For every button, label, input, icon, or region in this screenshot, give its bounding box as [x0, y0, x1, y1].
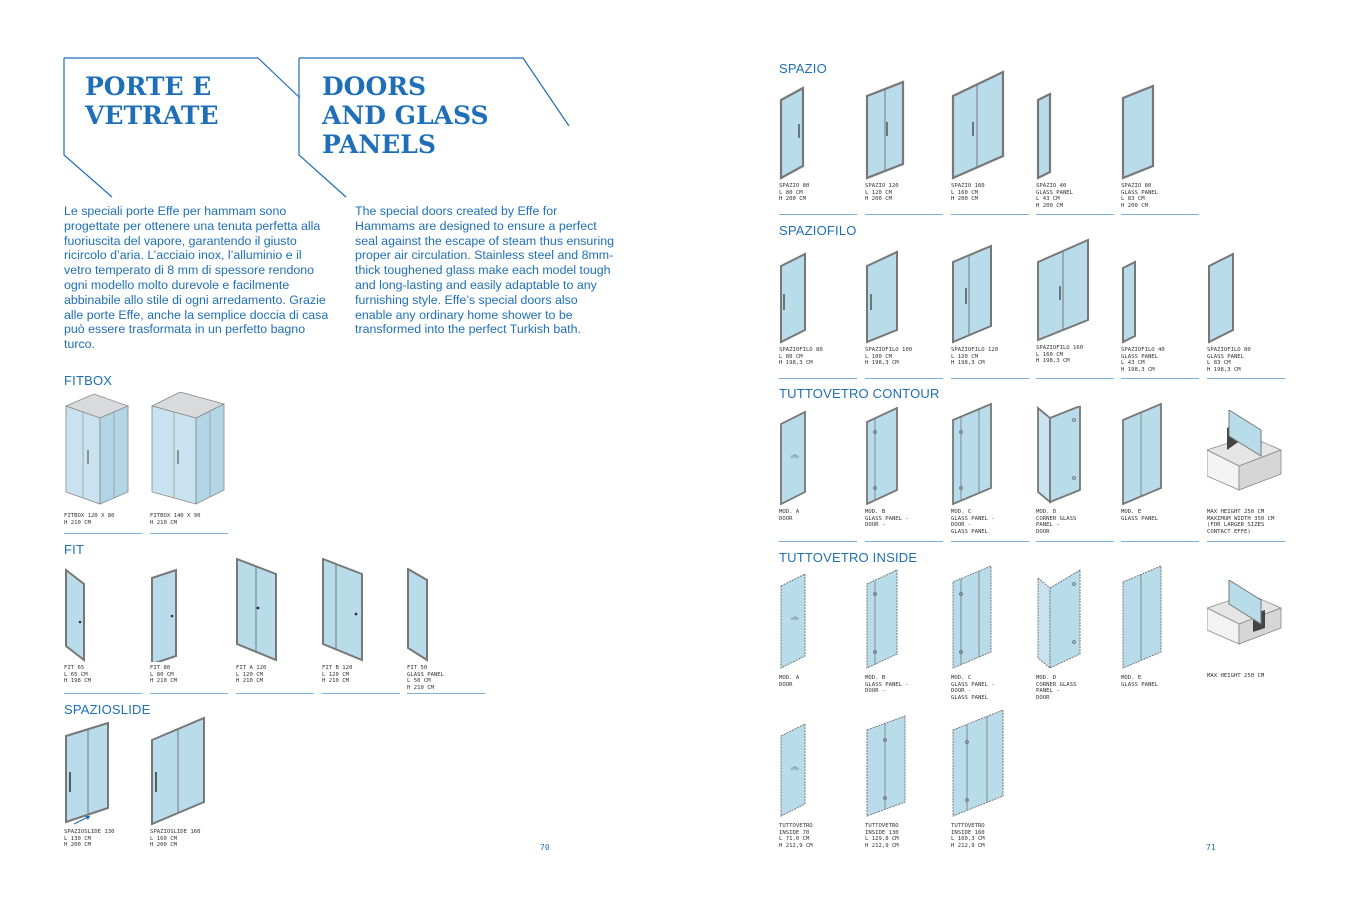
svg-text:effe: effe	[791, 766, 799, 771]
product-label: FIT 80 L 80 CM H 210 CM	[150, 665, 177, 685]
door-illustration	[865, 568, 905, 672]
product-label: TUTTOVETRO INSIDE 70 L 71,0 CM H 212,9 CM	[779, 823, 813, 850]
product-spazio-40-glass-panel	[1036, 92, 1116, 210]
divider	[951, 214, 1029, 215]
door-illustration	[64, 566, 124, 662]
product-label: FITBOX 140 X 90 H 210 CM	[150, 513, 201, 526]
product-label: SPAZIO 160 L 160 CM H 200 CM	[951, 183, 985, 203]
door-illustration	[865, 250, 905, 344]
glass-panel-illustration	[1121, 402, 1165, 506]
product-label: SPAZIOSLIDE 130 L 130 CM H 200 CM	[64, 829, 115, 849]
product-label: MOD. C GLASS PANEL - DOOR - GLASS PANEL	[951, 509, 995, 536]
intro-english: The special doors created by Effe for Hammams are designed to ensure a perfect seal against the escape of steam thus ensuring proper air circulation. Stainless steel and 8mm-thick toughened glass make each model tough and long-lasting and easily adaptable to any furnishing style. Effe’s special doors also enable any ordinary home shower to be transformed into the perfect Turkish bath.	[355, 204, 614, 337]
page-number-right: 71	[1206, 843, 1216, 852]
divider	[1036, 378, 1114, 379]
product-inside-mod-c	[951, 564, 1031, 702]
door-illustration	[951, 564, 995, 672]
door-illustration	[951, 708, 1007, 820]
divider	[865, 541, 943, 542]
door-illustration	[951, 244, 1001, 344]
door-illustration	[951, 70, 1011, 180]
product-contour-mod-e	[1121, 402, 1201, 522]
product-spazioslide-160	[150, 716, 230, 849]
door-illustration	[865, 406, 905, 506]
divider	[1121, 214, 1199, 215]
section-heading-tuttovetro-contour: TUTTOVETRO CONTOUR	[779, 386, 940, 401]
product-fit-65	[64, 566, 144, 685]
glass-panel-illustration	[407, 568, 447, 662]
product-tuttovetro-inside-160	[951, 708, 1031, 850]
divider	[150, 533, 228, 534]
product-label: SPAZIOFILO 160 L 160 CM H 198,3 CM	[1036, 345, 1084, 365]
product-inside-detail	[1207, 580, 1287, 680]
product-spaziofilo-100	[865, 250, 945, 367]
product-spaziofilo-160	[1036, 238, 1116, 365]
door-illustration	[322, 558, 382, 662]
intro-italian: Le speciali porte Effe per hammam sono progettate per ottenere una tenuta perfetta alla fuoriuscita del vapore, garantendo il giusto ricircolo d’aria. L’acciaio inox, l’alluminio e il vetro temperato di 8 mm di spessore rendono ogni modello molto durevole e facilmente abbinabile allo stile di ogni arredamento. Grazie alle porte Effe, anche la semplice doccia di casa può essere trasformata in un perfetto bagno turco.	[64, 204, 329, 352]
product-label: TUTTOVETRO INSIDE 160 L 160,3 CM H 212,9 CM	[951, 823, 985, 850]
product-spazioslide-130	[64, 722, 144, 849]
profile-section-illustration	[1207, 410, 1287, 506]
product-inside-mod-a	[779, 572, 859, 688]
product-label: SPAZIOFILO 120 L 120 CM H 198,3 CM	[951, 347, 999, 367]
product-tuttovetro-inside-130	[865, 714, 945, 850]
page-number-left: 70	[540, 843, 550, 852]
product-spaziofilo-80-glass-panel	[1207, 252, 1287, 374]
product-label: SPAZIOSLIDE 160 L 160 CM H 200 CM	[150, 829, 201, 849]
product-spazio-160	[951, 70, 1031, 203]
product-fit-80	[150, 566, 230, 685]
divider	[322, 693, 400, 694]
door-illustration	[1036, 238, 1096, 342]
product-label: MOD. E GLASS PANEL	[1121, 509, 1159, 522]
product-contour-mod-b	[865, 406, 945, 529]
product-label: FIT 50 GLASS PANEL L 50 CM H 210 CM	[407, 665, 445, 692]
product-fit-b-120	[322, 558, 402, 685]
divider	[64, 533, 142, 534]
fitbox-illustration	[64, 392, 130, 510]
door-illustration	[779, 722, 819, 820]
product-inside-mod-d	[1036, 568, 1116, 702]
product-label: FIT A 120 L 120 CM H 210 CM	[236, 665, 267, 685]
product-label: FITBOX 120 X 80 H 210 CM	[64, 513, 115, 526]
glass-panel-illustration	[1121, 260, 1151, 344]
product-label: SPAZIO 40 GLASS PANEL L 43 CM H 200 CM	[1036, 183, 1074, 210]
product-spaziofilo-120	[951, 244, 1031, 367]
product-fitbox-120	[64, 392, 144, 526]
product-fit-50	[407, 568, 487, 692]
product-label: MOD. A DOOR	[779, 509, 800, 522]
product-label: MOD. B GLASS PANEL - DOOR -	[865, 509, 909, 529]
product-label: MOD. A DOOR	[779, 675, 800, 688]
corner-door-illustration	[1036, 406, 1086, 506]
divider	[1207, 541, 1285, 542]
product-contour-mod-a	[779, 410, 859, 522]
door-illustration	[150, 566, 210, 662]
product-spazio-80	[779, 86, 859, 203]
door-illustration	[865, 80, 915, 180]
svg-text:effe: effe	[791, 454, 799, 459]
product-label: MOD. B GLASS PANEL - DOOR -	[865, 675, 909, 695]
profile-section-illustration	[1207, 580, 1287, 670]
door-illustration	[779, 410, 819, 506]
product-label: SPAZIOFILO 100 L 100 CM H 198,3 CM	[865, 347, 913, 367]
divider	[865, 378, 943, 379]
product-label: TUTTOVETRO INSIDE 130 L 129,8 CM H 212,9 CM	[865, 823, 899, 850]
door-illustration	[779, 572, 819, 672]
product-label: MAX HEIGHT 250 CM MAXIMUM WIDTH 350 CM (FOR LARGER SIZES CONTACT EFFE)	[1207, 509, 1275, 536]
corner-door-illustration	[1036, 568, 1086, 672]
product-label: MAX HEIGHT 250 CM	[1207, 673, 1265, 679]
door-illustration	[865, 714, 909, 820]
glass-panel-illustration	[1207, 252, 1247, 344]
glass-panel-illustration	[1121, 84, 1161, 180]
fitbox-illustration	[150, 392, 226, 510]
product-spaziofilo-40-glass-panel	[1121, 260, 1201, 374]
divider	[150, 693, 228, 694]
divider	[407, 693, 485, 694]
divider	[779, 378, 857, 379]
product-tuttovetro-inside-70	[779, 722, 859, 850]
sliding-door-illustration	[64, 722, 124, 826]
section-heading-tuttovetro-inside: TUTTOVETRO INSIDE	[779, 550, 918, 565]
divider	[951, 541, 1029, 542]
product-spaziofilo-80	[779, 252, 859, 367]
title-italian: PORTE E VETRATE	[85, 72, 219, 130]
product-label: SPAZIO 120 L 120 CM H 200 CM	[865, 183, 899, 203]
door-illustration	[779, 252, 819, 344]
product-contour-detail	[1207, 410, 1287, 536]
section-heading-spaziofilo: SPAZIOFILO	[779, 223, 857, 238]
product-spazio-80-glass-panel	[1121, 84, 1201, 210]
section-heading-fitbox: FITBOX	[64, 373, 113, 388]
divider	[236, 693, 314, 694]
door-illustration	[779, 86, 819, 180]
divider	[1036, 541, 1114, 542]
product-inside-mod-e	[1121, 564, 1201, 688]
product-label: SPAZIOFILO 40 GLASS PANEL L 43 CM H 198,3 CM	[1121, 347, 1165, 374]
product-contour-mod-c	[951, 402, 1031, 536]
divider	[64, 693, 142, 694]
product-label: SPAZIO 80 GLASS PANEL L 83 CM H 200 CM	[1121, 183, 1159, 210]
product-label: SPAZIOFILO 80 GLASS PANEL L 83 CM H 198,3 CM	[1207, 347, 1251, 374]
section-heading-fit: FIT	[64, 542, 85, 557]
divider	[951, 378, 1029, 379]
door-illustration	[951, 402, 995, 506]
product-fitbox-140	[150, 392, 230, 526]
product-inside-mod-b	[865, 568, 945, 695]
sliding-door-illustration	[150, 716, 210, 826]
svg-text:effe: effe	[791, 616, 799, 621]
section-heading-spazio: SPAZIO	[779, 61, 827, 76]
product-label: FIT 65 L 65 CM H 198 CM	[64, 665, 91, 685]
glass-panel-illustration	[1036, 92, 1066, 180]
product-fit-a-120	[236, 558, 316, 685]
product-label: SPAZIO 80 L 80 CM H 200 CM	[779, 183, 810, 203]
divider	[1121, 378, 1199, 379]
divider	[779, 214, 857, 215]
product-spazio-120	[865, 80, 945, 203]
divider	[1036, 214, 1114, 215]
product-label: MOD. D CORNER GLASS PANEL - DOOR	[1036, 509, 1077, 536]
divider	[1121, 541, 1199, 542]
section-heading-spazioslide: SPAZIOSLIDE	[64, 702, 151, 717]
divider	[865, 214, 943, 215]
product-label: MOD. C GLASS PANEL - DOOR - GLASS PANEL	[951, 675, 995, 702]
divider	[779, 541, 857, 542]
product-label: SPAZIOFILO 80 L 80 CM H 198,3 CM	[779, 347, 823, 367]
title-english: DOORS AND GLASS PANELS	[322, 72, 489, 159]
glass-panel-illustration	[1121, 564, 1165, 672]
door-illustration	[236, 558, 296, 662]
divider	[1207, 378, 1285, 379]
product-label: MOD. D CORNER GLASS PANEL - DOOR	[1036, 675, 1077, 702]
product-label: MOD. E GLASS PANEL	[1121, 675, 1159, 688]
product-contour-mod-d	[1036, 406, 1116, 536]
product-label: FIT B 120 L 120 CM H 210 CM	[322, 665, 353, 685]
